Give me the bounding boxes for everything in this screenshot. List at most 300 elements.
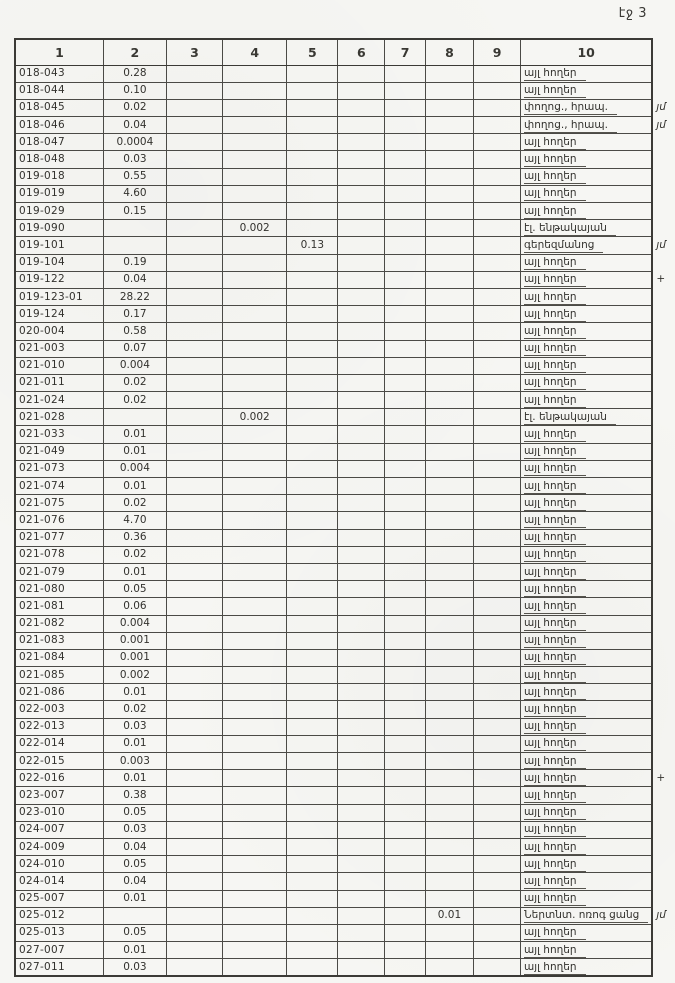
cell-area-col2: 0.001 bbox=[103, 649, 166, 666]
land-use-text: այլ հողեր bbox=[524, 290, 586, 305]
cell-col6 bbox=[338, 495, 385, 512]
cell-parcel-code: 021-082 bbox=[15, 615, 103, 632]
table-row bbox=[15, 873, 674, 890]
table-row bbox=[15, 753, 674, 770]
cell-col8 bbox=[425, 942, 473, 959]
land-use-text: այլ հողեր bbox=[524, 771, 586, 786]
cell-col6 bbox=[338, 581, 385, 598]
cell-col3 bbox=[166, 684, 222, 701]
table-row bbox=[15, 787, 674, 804]
cell-col5 bbox=[287, 959, 338, 976]
handwritten-margin-mark bbox=[652, 838, 674, 855]
cell-col7 bbox=[385, 151, 426, 168]
cell-col5 bbox=[287, 615, 338, 632]
cell-area-col2: 0.01 bbox=[103, 443, 166, 460]
cell-col6 bbox=[338, 99, 385, 116]
cell-col9 bbox=[474, 82, 521, 99]
cell-col8 bbox=[425, 271, 473, 288]
cell-col4 bbox=[223, 821, 287, 838]
cell-col8 bbox=[425, 65, 473, 82]
cell-col8 bbox=[425, 529, 473, 546]
handwritten-margin-mark bbox=[652, 392, 674, 409]
column-header-4: 4 bbox=[223, 39, 287, 65]
cell-col9 bbox=[474, 873, 521, 890]
handwritten-margin-mark bbox=[652, 357, 674, 374]
cell-col4 bbox=[223, 151, 287, 168]
cell-col5 bbox=[287, 529, 338, 546]
cell-col9 bbox=[474, 495, 521, 512]
cell-col4 bbox=[223, 512, 287, 529]
cell-col5 bbox=[287, 873, 338, 890]
cell-col9 bbox=[474, 254, 521, 271]
table-row bbox=[15, 185, 674, 202]
cell-col9 bbox=[474, 770, 521, 787]
cell-area-col2: 0.01 bbox=[103, 563, 166, 580]
handwritten-margin-mark: յմ bbox=[656, 101, 666, 114]
table-row bbox=[15, 254, 674, 271]
cell-land-use bbox=[521, 392, 653, 409]
cell-col8 bbox=[425, 478, 473, 495]
cell-area-col2: 28.22 bbox=[103, 288, 166, 305]
cell-col8 bbox=[425, 615, 473, 632]
cell-col6 bbox=[338, 288, 385, 305]
cell-col9 bbox=[474, 546, 521, 563]
cell-land-use bbox=[521, 890, 653, 907]
land-use-text: այլ հողեր bbox=[524, 754, 586, 769]
cell-col9 bbox=[474, 701, 521, 718]
cell-col9 bbox=[474, 478, 521, 495]
cell-col8 bbox=[425, 237, 473, 254]
cell-col5 bbox=[287, 134, 338, 151]
cell-area-col2: 0.003 bbox=[103, 753, 166, 770]
cell-land-use bbox=[521, 753, 653, 770]
cell-col7 bbox=[385, 237, 426, 254]
column-header-2: 2 bbox=[103, 39, 166, 65]
cell-col7 bbox=[385, 134, 426, 151]
land-use-text: այլ հողեր bbox=[524, 444, 586, 459]
cell-col8 bbox=[425, 220, 473, 237]
cell-col3 bbox=[166, 770, 222, 787]
land-use-text: այլ հողեր bbox=[524, 943, 586, 958]
cell-col7 bbox=[385, 529, 426, 546]
cell-area-col2: 0.04 bbox=[103, 271, 166, 288]
handwritten-margin-mark bbox=[652, 959, 674, 976]
cell-col3 bbox=[166, 546, 222, 563]
cell-col3 bbox=[166, 254, 222, 271]
cell-col4 bbox=[223, 632, 287, 649]
cell-col4 bbox=[223, 684, 287, 701]
cell-land-use bbox=[521, 254, 653, 271]
cell-col9 bbox=[474, 460, 521, 477]
cell-area-col2: 0.002 bbox=[103, 667, 166, 684]
cell-col8 bbox=[425, 804, 473, 821]
cell-land-use bbox=[521, 151, 653, 168]
handwritten-margin-mark bbox=[652, 409, 674, 426]
cell-col6 bbox=[338, 735, 385, 752]
cell-parcel-code: 022-013 bbox=[15, 718, 103, 735]
cell-col8 bbox=[425, 770, 473, 787]
cell-col8 bbox=[425, 718, 473, 735]
table-row bbox=[15, 529, 674, 546]
cell-col5 bbox=[287, 254, 338, 271]
cell-col7 bbox=[385, 323, 426, 340]
cell-col7 bbox=[385, 701, 426, 718]
cell-parcel-code: 022-016 bbox=[15, 770, 103, 787]
cell-col8 bbox=[425, 701, 473, 718]
cell-col8 bbox=[425, 512, 473, 529]
cell-col4 bbox=[223, 546, 287, 563]
cell-land-use bbox=[521, 959, 653, 976]
cell-col6 bbox=[338, 392, 385, 409]
cell-col8 bbox=[425, 409, 473, 426]
cell-col4 bbox=[223, 426, 287, 443]
land-use-text: գերեզմանոց bbox=[524, 238, 603, 253]
handwritten-margin-mark bbox=[652, 168, 674, 185]
cell-col5 bbox=[287, 581, 338, 598]
land-use-text: այլ հողեր bbox=[524, 135, 586, 150]
cell-parcel-code: 021-033 bbox=[15, 426, 103, 443]
cell-land-use bbox=[521, 770, 653, 787]
cell-col4 bbox=[223, 804, 287, 821]
table-row bbox=[15, 598, 674, 615]
cell-col7 bbox=[385, 460, 426, 477]
cell-col8 bbox=[425, 99, 473, 116]
cell-col6 bbox=[338, 323, 385, 340]
cell-col4 bbox=[223, 735, 287, 752]
column-header-3: 3 bbox=[166, 39, 222, 65]
cell-col3 bbox=[166, 323, 222, 340]
cell-col6 bbox=[338, 65, 385, 82]
cell-col9 bbox=[474, 65, 521, 82]
cell-parcel-code: 018-043 bbox=[15, 65, 103, 82]
land-use-text: էլ. ենթակայան bbox=[524, 221, 616, 236]
cell-land-use bbox=[521, 942, 653, 959]
cell-col4 bbox=[223, 460, 287, 477]
cell-land-use bbox=[521, 856, 653, 873]
cell-col9 bbox=[474, 890, 521, 907]
cell-parcel-code: 027-011 bbox=[15, 959, 103, 976]
cell-area-col2: 0.04 bbox=[103, 117, 166, 134]
handwritten-margin-mark bbox=[652, 890, 674, 907]
cell-area-col2: 0.01 bbox=[103, 890, 166, 907]
cell-col9 bbox=[474, 942, 521, 959]
cell-col4 bbox=[223, 753, 287, 770]
cell-col7 bbox=[385, 512, 426, 529]
cell-col4 bbox=[223, 873, 287, 890]
table-row bbox=[15, 426, 674, 443]
cell-col5 bbox=[287, 856, 338, 873]
cell-col9 bbox=[474, 392, 521, 409]
cell-col6 bbox=[338, 220, 385, 237]
cell-col4 bbox=[223, 340, 287, 357]
cell-parcel-code: 018-048 bbox=[15, 151, 103, 168]
cell-col9 bbox=[474, 134, 521, 151]
cell-parcel-code: 020-004 bbox=[15, 323, 103, 340]
cell-col8 bbox=[425, 684, 473, 701]
cell-col5 bbox=[287, 82, 338, 99]
land-use-text: այլ հողեր bbox=[524, 427, 586, 442]
cell-col3 bbox=[166, 667, 222, 684]
cell-col9 bbox=[474, 237, 521, 254]
cell-parcel-code: 022-003 bbox=[15, 701, 103, 718]
table-row bbox=[15, 649, 674, 666]
cell-area-col2: 0.04 bbox=[103, 873, 166, 890]
cell-parcel-code: 024-009 bbox=[15, 838, 103, 855]
cell-col9 bbox=[474, 409, 521, 426]
cell-land-use bbox=[521, 529, 653, 546]
cell-land-use bbox=[521, 99, 653, 116]
land-use-text: այլ հողեր bbox=[524, 152, 586, 167]
cell-col7 bbox=[385, 873, 426, 890]
cell-col6 bbox=[338, 82, 385, 99]
cell-col5 bbox=[287, 753, 338, 770]
land-use-text: այլ հողեր bbox=[524, 736, 586, 751]
cell-col8: 0.01 bbox=[425, 907, 473, 924]
land-use-text: այլ հողեր bbox=[524, 719, 586, 734]
cell-land-use bbox=[521, 220, 653, 237]
table-row bbox=[15, 942, 674, 959]
cell-parcel-code: 021-010 bbox=[15, 357, 103, 374]
cell-area-col2: 0.01 bbox=[103, 684, 166, 701]
cell-col7 bbox=[385, 598, 426, 615]
column-header-5: 5 bbox=[287, 39, 338, 65]
cell-col9 bbox=[474, 787, 521, 804]
cell-parcel-code: 023-010 bbox=[15, 804, 103, 821]
cell-area-col2: 0.05 bbox=[103, 581, 166, 598]
cell-col4 bbox=[223, 117, 287, 134]
cell-col6 bbox=[338, 667, 385, 684]
cell-col8 bbox=[425, 873, 473, 890]
cell-land-use bbox=[521, 838, 653, 855]
handwritten-margin-mark bbox=[652, 632, 674, 649]
cell-col9 bbox=[474, 99, 521, 116]
handwritten-margin-mark bbox=[652, 546, 674, 563]
cell-col5 bbox=[287, 684, 338, 701]
cell-col5 bbox=[287, 907, 338, 924]
cell-col6 bbox=[338, 460, 385, 477]
cell-col5 bbox=[287, 770, 338, 787]
cell-col8 bbox=[425, 667, 473, 684]
column-header-10: 10 bbox=[521, 39, 653, 65]
table-row bbox=[15, 117, 674, 134]
page-number-label: էջ 3 bbox=[618, 6, 647, 21]
cell-col5 bbox=[287, 632, 338, 649]
cell-col6 bbox=[338, 203, 385, 220]
cell-col8 bbox=[425, 357, 473, 374]
cell-col8 bbox=[425, 340, 473, 357]
cell-area-col2: 0.28 bbox=[103, 65, 166, 82]
cell-parcel-code: 019-029 bbox=[15, 203, 103, 220]
cell-parcel-code: 023-007 bbox=[15, 787, 103, 804]
cell-col4 bbox=[223, 443, 287, 460]
cell-col6 bbox=[338, 684, 385, 701]
cell-col7 bbox=[385, 443, 426, 460]
cell-col3 bbox=[166, 804, 222, 821]
cell-col9 bbox=[474, 563, 521, 580]
land-use-text: այլ հողեր bbox=[524, 461, 586, 476]
cell-area-col2 bbox=[103, 220, 166, 237]
cell-col8 bbox=[425, 581, 473, 598]
handwritten-margin-mark: յմ bbox=[656, 118, 666, 131]
cell-col8 bbox=[425, 735, 473, 752]
cell-col6 bbox=[338, 254, 385, 271]
cell-col8 bbox=[425, 546, 473, 563]
cell-col3 bbox=[166, 581, 222, 598]
cell-parcel-code: 021-011 bbox=[15, 374, 103, 391]
cell-col4 bbox=[223, 288, 287, 305]
cell-col3 bbox=[166, 460, 222, 477]
cell-col6 bbox=[338, 838, 385, 855]
cell-col3 bbox=[166, 563, 222, 580]
cell-col7 bbox=[385, 82, 426, 99]
cell-col3 bbox=[166, 632, 222, 649]
cell-col5: 0.13 bbox=[287, 237, 338, 254]
table-row bbox=[15, 907, 674, 924]
handwritten-margin-mark bbox=[652, 942, 674, 959]
cell-col3 bbox=[166, 735, 222, 752]
land-use-text: այլ հողեր bbox=[524, 633, 586, 648]
cell-col9 bbox=[474, 185, 521, 202]
handwritten-margin-mark bbox=[652, 804, 674, 821]
cell-parcel-code: 021-028 bbox=[15, 409, 103, 426]
cell-col8 bbox=[425, 203, 473, 220]
cell-land-use bbox=[521, 787, 653, 804]
cell-col8 bbox=[425, 598, 473, 615]
table-row bbox=[15, 718, 674, 735]
cell-parcel-code: 021-075 bbox=[15, 495, 103, 512]
land-use-text: այլ հողեր bbox=[524, 324, 586, 339]
cell-parcel-code: 021-074 bbox=[15, 478, 103, 495]
cell-col6 bbox=[338, 959, 385, 976]
land-use-text: այլ հողեր bbox=[524, 358, 586, 373]
cell-col8 bbox=[425, 82, 473, 99]
land-use-text: այլ հողեր bbox=[524, 66, 586, 81]
table-row bbox=[15, 392, 674, 409]
cell-col4 bbox=[223, 907, 287, 924]
cell-col3 bbox=[166, 237, 222, 254]
cell-area-col2: 0.03 bbox=[103, 718, 166, 735]
land-use-text: այլ հողեր bbox=[524, 582, 586, 597]
cell-area-col2: 0.15 bbox=[103, 203, 166, 220]
cell-area-col2: 0.02 bbox=[103, 374, 166, 391]
cell-col9 bbox=[474, 735, 521, 752]
cell-land-use bbox=[521, 478, 653, 495]
cell-col7 bbox=[385, 563, 426, 580]
handwritten-margin-mark bbox=[652, 151, 674, 168]
cell-col8 bbox=[425, 959, 473, 976]
cell-col4 bbox=[223, 478, 287, 495]
cell-area-col2: 0.19 bbox=[103, 254, 166, 271]
land-use-text: այլ հողեր bbox=[524, 805, 586, 820]
table-row bbox=[15, 220, 674, 237]
cell-land-use bbox=[521, 615, 653, 632]
cell-parcel-code: 019-123-01 bbox=[15, 288, 103, 305]
table-row bbox=[15, 512, 674, 529]
cell-land-use bbox=[521, 323, 653, 340]
land-use-text: Ներտնտ. ոռոգ ցանց bbox=[524, 908, 648, 923]
cell-col3 bbox=[166, 907, 222, 924]
cell-col6 bbox=[338, 821, 385, 838]
cell-col7 bbox=[385, 340, 426, 357]
land-use-text: այլ հողեր bbox=[524, 788, 586, 803]
cell-col8 bbox=[425, 856, 473, 873]
cell-col4 bbox=[223, 495, 287, 512]
cell-land-use bbox=[521, 907, 653, 924]
cell-parcel-code: 018-045 bbox=[15, 99, 103, 116]
cell-area-col2: 0.01 bbox=[103, 770, 166, 787]
land-use-text: այլ հողեր bbox=[524, 186, 586, 201]
cell-col5 bbox=[287, 804, 338, 821]
cell-col7 bbox=[385, 581, 426, 598]
cell-col6 bbox=[338, 907, 385, 924]
cell-col4 bbox=[223, 649, 287, 666]
cell-col4 bbox=[223, 959, 287, 976]
cell-col7 bbox=[385, 271, 426, 288]
cell-col4 bbox=[223, 787, 287, 804]
cell-parcel-code: 021-084 bbox=[15, 649, 103, 666]
cell-area-col2: 0.0004 bbox=[103, 134, 166, 151]
cell-parcel-code: 021-076 bbox=[15, 512, 103, 529]
land-use-text: այլ հողեր bbox=[524, 375, 586, 390]
land-use-text: այլ հողեր bbox=[524, 685, 586, 700]
cell-col6 bbox=[338, 151, 385, 168]
cell-col7 bbox=[385, 495, 426, 512]
cell-col3 bbox=[166, 99, 222, 116]
land-use-text: այլ հողեր bbox=[524, 668, 586, 683]
cell-col5 bbox=[287, 323, 338, 340]
cell-parcel-code: 021-078 bbox=[15, 546, 103, 563]
cell-col5 bbox=[287, 288, 338, 305]
cell-col4 bbox=[223, 168, 287, 185]
cell-col3 bbox=[166, 82, 222, 99]
cell-col3 bbox=[166, 529, 222, 546]
land-use-text: այլ հողեր bbox=[524, 307, 586, 322]
table-row bbox=[15, 838, 674, 855]
cell-area-col2: 4.60 bbox=[103, 185, 166, 202]
cell-col9 bbox=[474, 340, 521, 357]
cell-area-col2: 0.02 bbox=[103, 99, 166, 116]
cell-col9 bbox=[474, 632, 521, 649]
cell-col5 bbox=[287, 203, 338, 220]
cell-col7 bbox=[385, 632, 426, 649]
table-row bbox=[15, 323, 674, 340]
cell-col9 bbox=[474, 271, 521, 288]
cell-parcel-code: 021-079 bbox=[15, 563, 103, 580]
cell-area-col2: 0.10 bbox=[103, 82, 166, 99]
land-use-text: այլ հողեր bbox=[524, 530, 586, 545]
cell-col9 bbox=[474, 323, 521, 340]
cell-col6 bbox=[338, 546, 385, 563]
cell-area-col2: 0.004 bbox=[103, 357, 166, 374]
handwritten-margin-mark bbox=[652, 581, 674, 598]
cell-col3 bbox=[166, 134, 222, 151]
cell-land-use bbox=[521, 735, 653, 752]
cell-col3 bbox=[166, 168, 222, 185]
cell-land-use bbox=[521, 237, 653, 254]
handwritten-margin-mark bbox=[652, 701, 674, 718]
cell-col9 bbox=[474, 151, 521, 168]
cell-land-use bbox=[521, 65, 653, 82]
cell-area-col2: 0.01 bbox=[103, 478, 166, 495]
cell-col4 bbox=[223, 357, 287, 374]
cell-col3 bbox=[166, 151, 222, 168]
cell-col4 bbox=[223, 306, 287, 323]
land-use-text: այլ հողեր bbox=[524, 341, 586, 356]
table-row bbox=[15, 856, 674, 873]
cell-col7 bbox=[385, 478, 426, 495]
table-row bbox=[15, 237, 674, 254]
handwritten-margin-mark bbox=[652, 649, 674, 666]
